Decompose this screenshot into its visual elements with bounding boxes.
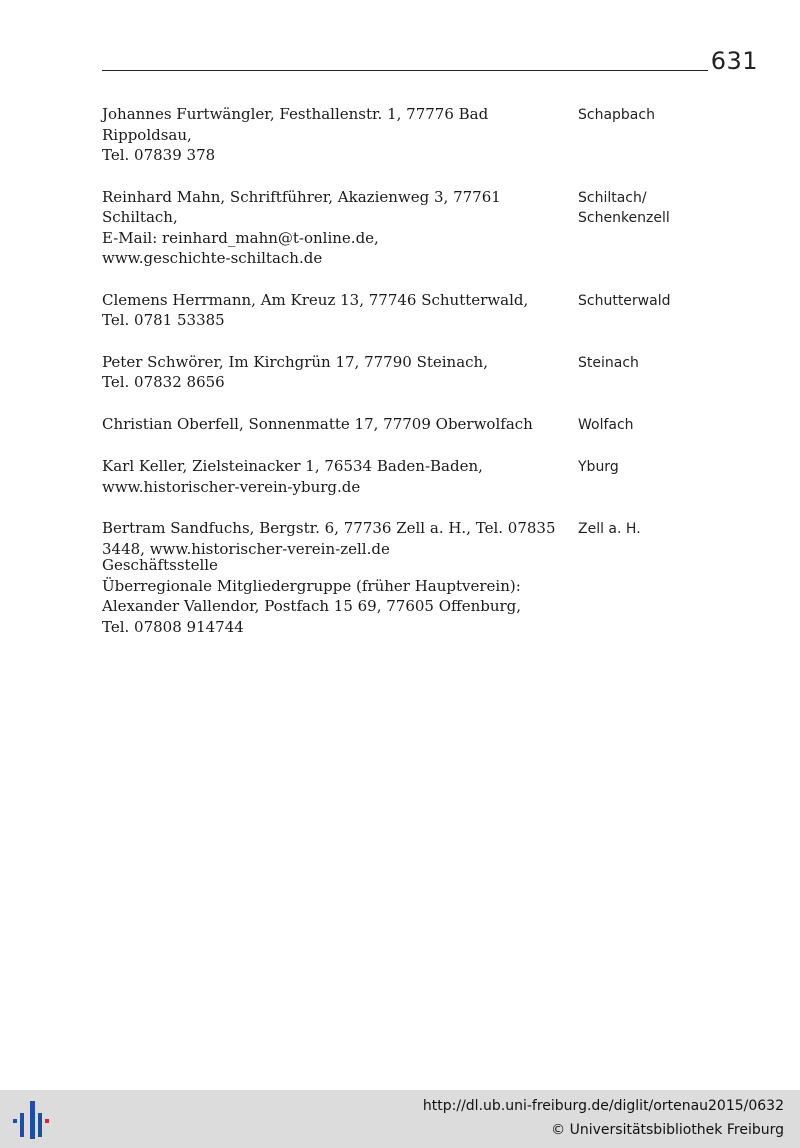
contact-address: Peter Schwörer, Im Kirchgrün 17, 77790 Steinach, Tel. 07832 8656 [102,352,488,391]
contact-address: Karl Keller, Zielsteinacker 1, 76534 Baden-Baden, www.historischer-verein-yburg.de [102,457,483,496]
office-address: Geschäftsstelle Überregionale Mitgliedergruppe (früher Hauptverein): Alexander Vallendor, Postfach 15 69, 77605 Offenburg, Tel. 07808 914744 [102,556,522,636]
contact-entry [102,290,722,331]
contact-place: Schapbach [578,107,655,123]
contact-address: Johannes Furtwängler, Festhallenstr. 1, 77776 Bad Rippoldsau, Tel. 07839 378 [102,105,489,164]
contact-address: Christian Oberfell, Sonnenmatte 17, 77709 Oberwolfach [102,414,533,433]
contact-place: Schutterwald [578,292,671,309]
contact-place: Yburg [578,459,619,475]
contact-place: Zell a. H. [578,521,641,537]
header-rule [102,70,708,71]
document-url-link[interactable]: http://dl.ub.uni-freiburg.de/diglit/ortenau2015/0632 [422,1098,784,1114]
footer-bar [0,1090,800,1148]
contact-list [102,104,722,580]
contact-entry [102,187,722,269]
contact-address: Reinhard Mahn, Schriftführer, Akazienweg 3, 77761 Schiltach, E-Mail: reinhard_mahn@t-online.de, www.geschichte-schiltach.de [102,187,501,267]
contact-address: Bertram Sandfuchs, Bergstr. 6, 77736 Zell a. H., Tel. 07835 3448, www.historischer-verein-zell.de [102,519,556,558]
contact-entry [102,456,722,497]
university-library-logo-icon [10,1099,52,1141]
contact-place: Steinach [578,354,639,371]
contact-entry [102,518,722,559]
copyright-notice: © Universitätsbibliothek Freiburg [551,1122,784,1138]
contact-place: Schiltach/ Schenkenzell [578,189,670,226]
page-number: 631 [710,47,758,75]
contact-address: Clemens Herrmann, Am Kreuz 13, 77746 Schutterwald, Tel. 0781 53385 [102,290,529,329]
contact-entry [102,414,722,436]
contact-entry [102,352,722,393]
contact-entry [102,104,722,166]
contact-place: Wolfach [578,416,634,433]
